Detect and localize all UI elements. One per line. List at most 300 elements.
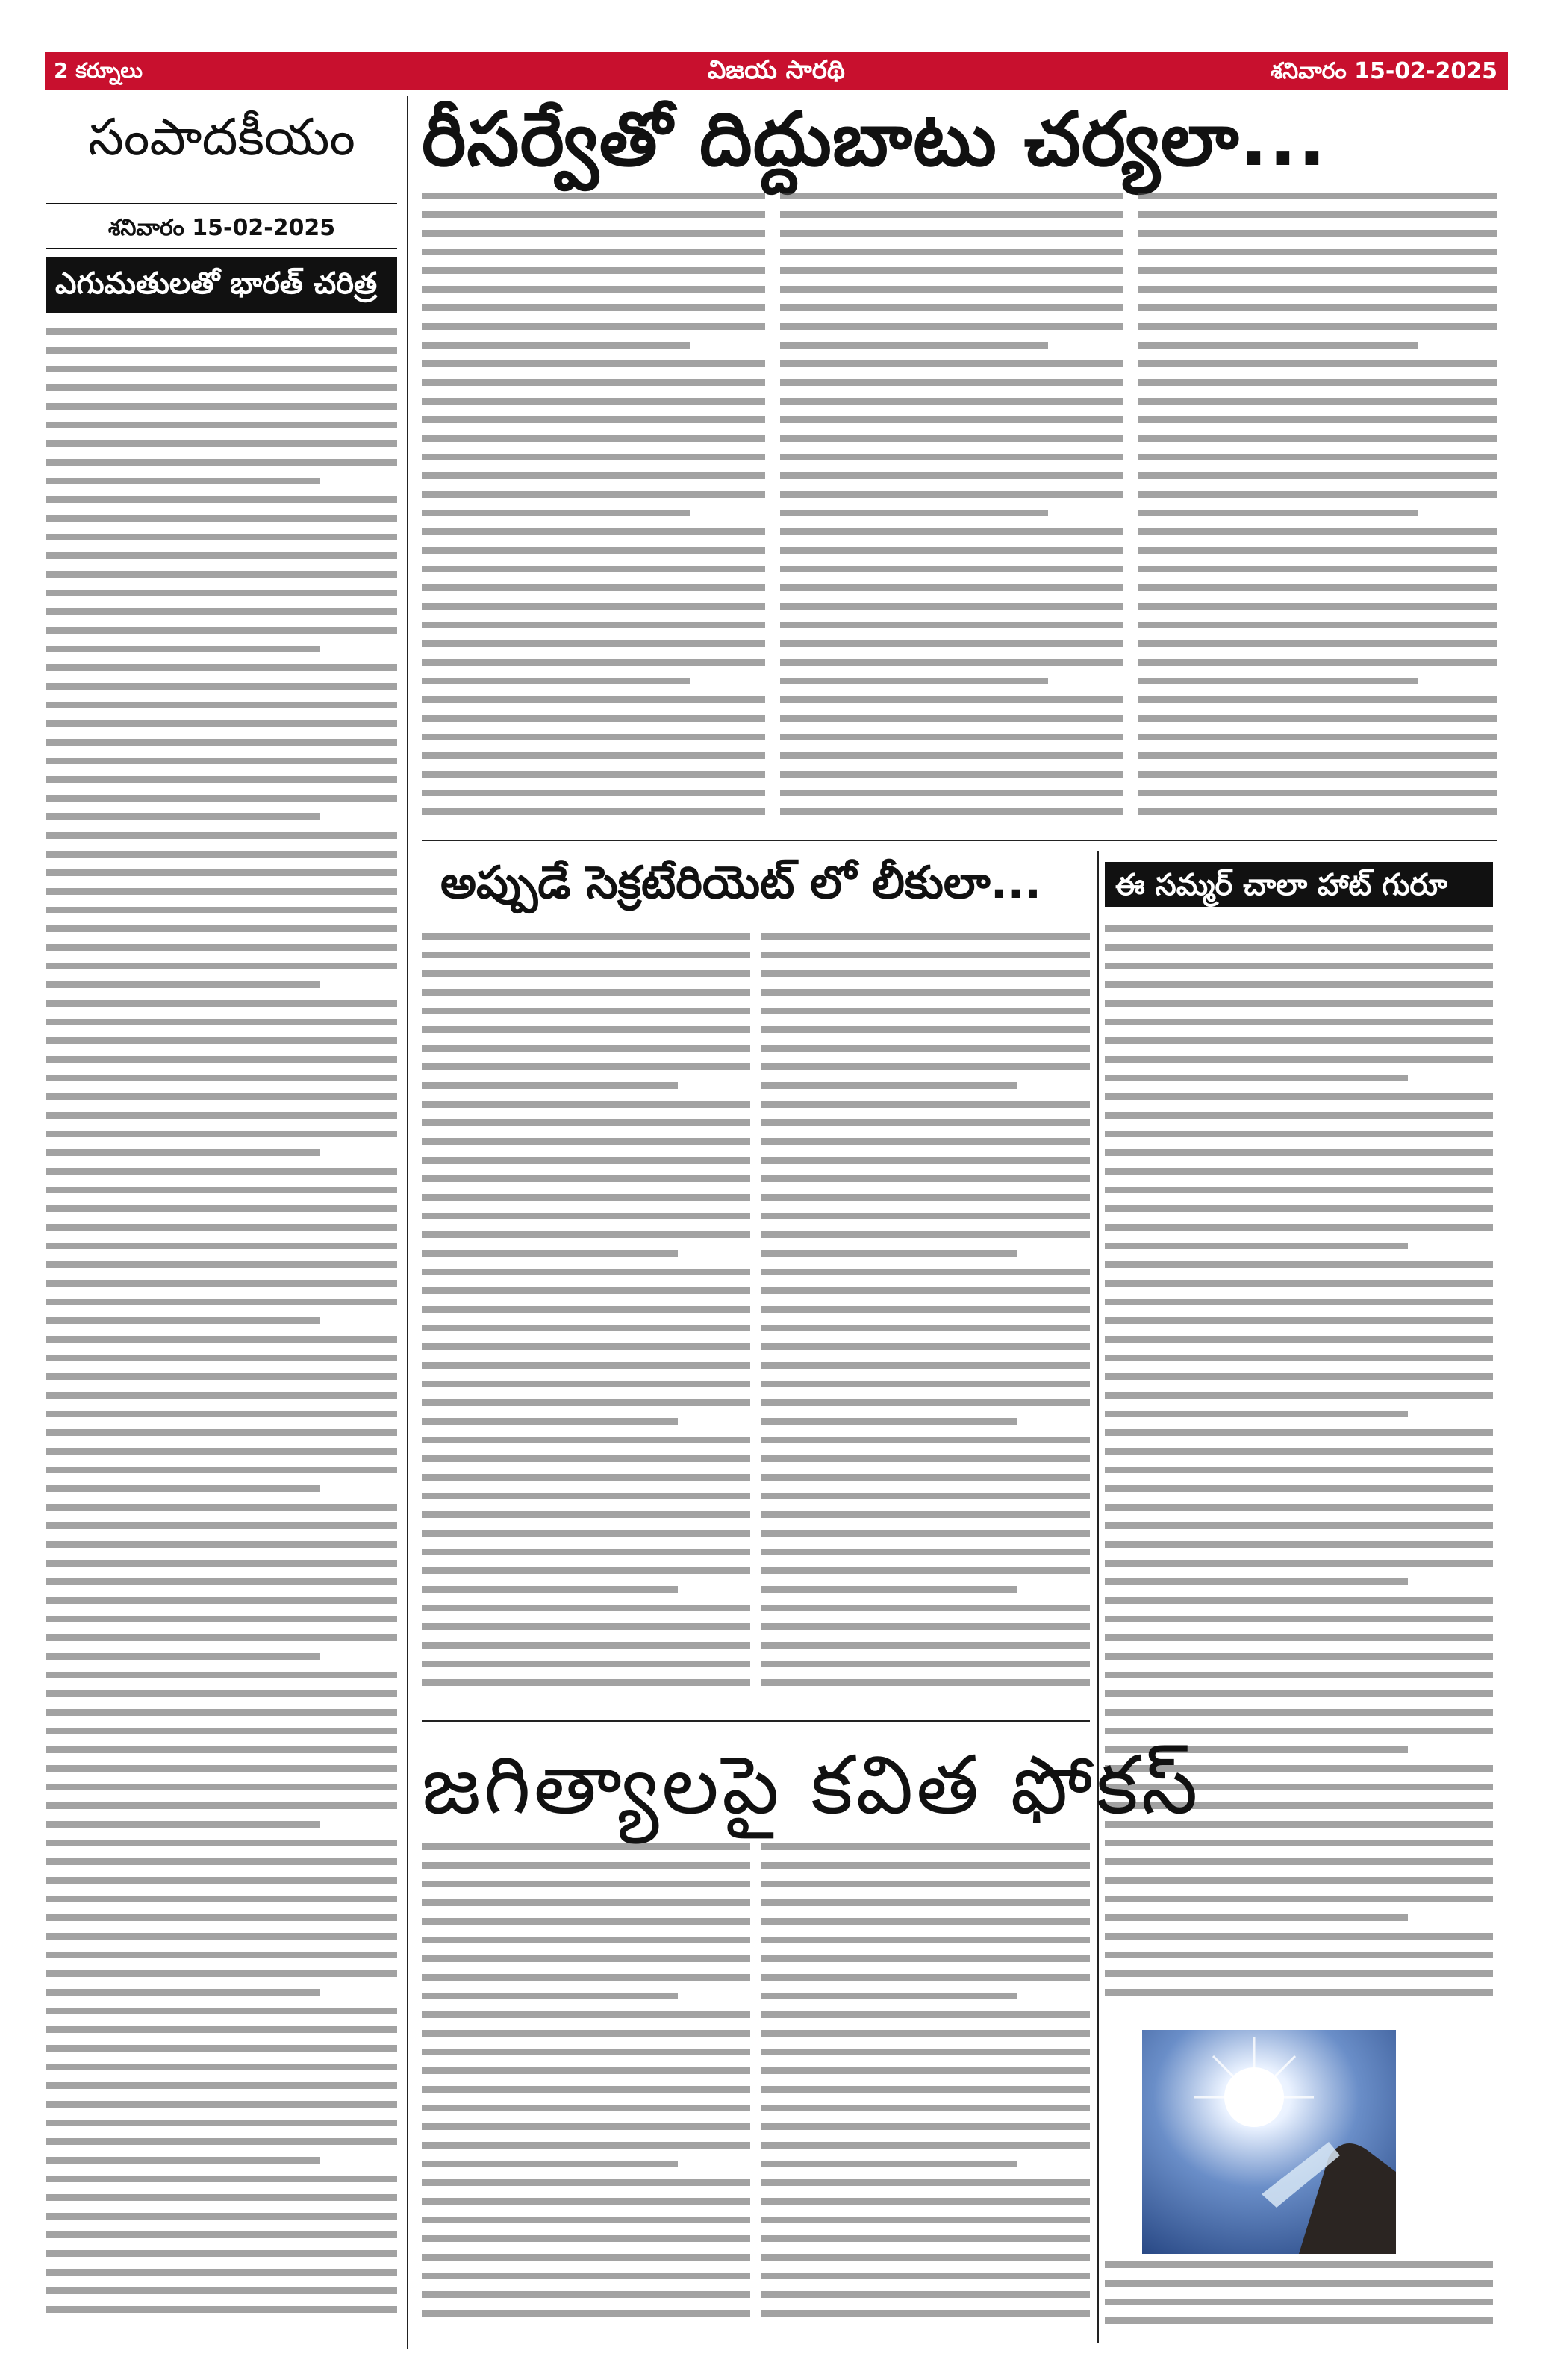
text-line xyxy=(1105,1336,1493,1343)
text-line xyxy=(761,952,1090,958)
text-line xyxy=(46,646,320,652)
editorial-headline: ఎగుమతులతో భారత్ చరిత్ర xyxy=(46,257,397,313)
text-line xyxy=(46,459,397,466)
text-line xyxy=(422,267,765,274)
text-line xyxy=(1105,1131,1493,1137)
text-line xyxy=(46,1802,397,1809)
text-line xyxy=(46,1112,397,1119)
text-line xyxy=(46,2306,397,2313)
text-line xyxy=(422,640,765,647)
text-line xyxy=(46,627,397,634)
text-line xyxy=(761,1119,1090,1126)
sun-drinking-water-photo xyxy=(1142,2030,1396,2254)
text-line xyxy=(46,739,397,746)
text-line xyxy=(422,1063,750,1070)
text-line xyxy=(46,1019,397,1025)
column-divider xyxy=(1097,851,1099,2343)
text-line xyxy=(422,2179,750,2186)
text-line xyxy=(761,1026,1090,1033)
text-line xyxy=(1138,398,1497,405)
text-line xyxy=(46,1952,397,1958)
text-line xyxy=(46,2082,397,2089)
text-line xyxy=(761,1157,1090,1164)
jagtial-col-2 xyxy=(761,1843,1090,2343)
text-line xyxy=(422,230,765,237)
text-line xyxy=(46,1597,397,1604)
text-line xyxy=(422,2123,750,2130)
text-line xyxy=(1138,435,1497,442)
text-line xyxy=(422,304,765,311)
text-line xyxy=(761,1605,1090,1611)
text-line xyxy=(46,1075,397,1081)
text-line xyxy=(422,1250,678,1257)
text-line xyxy=(422,1362,750,1369)
text-line xyxy=(422,1899,750,1906)
text-line xyxy=(422,1586,678,1593)
text-line xyxy=(422,1101,750,1108)
text-line xyxy=(1138,584,1497,591)
text-line xyxy=(780,752,1123,759)
text-line xyxy=(1138,379,1497,386)
text-line xyxy=(422,286,765,293)
text-line xyxy=(46,1653,320,1660)
text-line xyxy=(1138,715,1497,722)
text-line xyxy=(780,249,1123,255)
text-line xyxy=(422,454,765,460)
text-line xyxy=(761,1175,1090,1182)
text-line xyxy=(422,2049,750,2055)
text-line xyxy=(46,1914,397,1921)
text-line xyxy=(761,1862,1090,1869)
text-line xyxy=(1105,1149,1493,1156)
text-line xyxy=(422,1231,750,1238)
text-line xyxy=(761,1063,1090,1070)
text-line xyxy=(46,1821,320,1828)
text-line xyxy=(1138,230,1497,237)
text-line xyxy=(761,2254,1090,2261)
text-line xyxy=(46,1709,397,1716)
text-line xyxy=(422,323,765,330)
text-line xyxy=(761,2049,1090,2055)
text-line xyxy=(1105,1541,1493,1548)
text-line xyxy=(46,1746,397,1753)
text-line xyxy=(780,323,1123,330)
text-line xyxy=(46,571,397,578)
text-line xyxy=(46,1541,397,1548)
text-line xyxy=(422,603,765,610)
text-line xyxy=(761,1642,1090,1649)
text-line xyxy=(46,1877,397,1884)
text-line xyxy=(422,1455,750,1462)
text-line xyxy=(761,1250,1017,1257)
text-line xyxy=(422,1437,750,1443)
text-line xyxy=(422,1008,750,1014)
text-line xyxy=(1105,1522,1493,1529)
text-line xyxy=(1105,1672,1493,1678)
text-line xyxy=(422,659,765,666)
text-line xyxy=(1138,528,1497,535)
text-line xyxy=(761,2310,1090,2317)
text-line xyxy=(46,832,397,839)
text-line xyxy=(1105,1504,1493,1511)
text-line xyxy=(780,678,1048,684)
text-line xyxy=(1138,193,1497,199)
text-line xyxy=(46,907,397,913)
text-line xyxy=(46,1373,397,1380)
text-line xyxy=(422,2105,750,2111)
text-line xyxy=(46,1317,320,1324)
text-line xyxy=(422,771,765,778)
text-line xyxy=(422,2086,750,2093)
text-line xyxy=(780,584,1123,591)
text-line xyxy=(1105,1467,1493,1473)
text-line xyxy=(780,435,1123,442)
text-line xyxy=(761,1269,1090,1275)
text-line xyxy=(780,790,1123,796)
text-line xyxy=(780,622,1123,628)
text-line xyxy=(780,360,1123,367)
text-line xyxy=(46,608,397,615)
text-line xyxy=(761,2235,1090,2242)
text-line xyxy=(422,566,765,572)
text-line xyxy=(1105,1616,1493,1622)
text-line xyxy=(46,2045,397,2052)
text-line xyxy=(46,1784,397,1790)
text-line xyxy=(780,547,1123,554)
text-line xyxy=(46,1187,397,1193)
text-line xyxy=(780,566,1123,572)
text-line xyxy=(780,286,1123,293)
text-line xyxy=(422,678,690,684)
text-line xyxy=(46,440,397,447)
text-line xyxy=(422,790,765,796)
text-line xyxy=(1138,640,1497,647)
text-line xyxy=(46,1037,397,1044)
text-line xyxy=(761,1082,1017,1089)
text-line xyxy=(780,640,1123,647)
text-line xyxy=(1138,454,1497,460)
text-line xyxy=(46,1504,397,1511)
text-line xyxy=(1105,1037,1493,1044)
text-line xyxy=(46,1000,397,1007)
text-line xyxy=(1105,1373,1493,1380)
text-line xyxy=(46,328,397,335)
text-line xyxy=(761,2217,1090,2223)
text-line xyxy=(46,2231,397,2238)
text-line xyxy=(46,2101,397,2108)
text-line xyxy=(46,1560,397,1567)
text-line xyxy=(1105,1000,1493,1007)
text-line xyxy=(761,1899,1090,1906)
text-line xyxy=(422,211,765,218)
text-line xyxy=(422,472,765,479)
text-line xyxy=(422,1306,750,1313)
text-line xyxy=(422,752,765,759)
text-line xyxy=(780,230,1123,237)
text-line xyxy=(1138,472,1497,479)
text-line xyxy=(1105,1355,1493,1361)
text-line xyxy=(422,2273,750,2279)
text-line xyxy=(46,1392,397,1399)
text-line xyxy=(761,1511,1090,1518)
text-line xyxy=(780,454,1123,460)
text-line xyxy=(1105,1093,1493,1100)
text-line xyxy=(780,416,1123,423)
text-line xyxy=(761,1418,1017,1425)
text-line xyxy=(1105,1952,1493,1958)
text-line xyxy=(780,771,1123,778)
text-line xyxy=(422,1642,750,1649)
text-line xyxy=(761,1399,1090,1406)
text-line xyxy=(46,1728,397,1734)
text-line xyxy=(46,1858,397,1865)
text-line xyxy=(422,2254,750,2261)
text-line xyxy=(422,1549,750,1555)
text-line xyxy=(1138,249,1497,255)
text-line xyxy=(46,1634,397,1641)
text-line xyxy=(1105,1261,1493,1268)
text-line xyxy=(1138,678,1418,684)
text-line xyxy=(422,1026,750,1033)
editorial-date: శనివారం 15-02-2025 xyxy=(107,215,336,241)
text-line xyxy=(422,342,690,349)
text-line xyxy=(761,2273,1090,2279)
text-line xyxy=(46,1448,397,1455)
text-line xyxy=(46,1933,397,1940)
text-line xyxy=(1105,925,1493,932)
text-line xyxy=(422,1343,750,1350)
text-line xyxy=(46,1429,397,1436)
text-line xyxy=(761,1530,1090,1537)
divider xyxy=(46,248,397,249)
text-line xyxy=(1105,1597,1493,1604)
text-line xyxy=(422,1679,750,1686)
section-rule xyxy=(422,1720,1090,1722)
text-line xyxy=(46,1299,397,1305)
text-line xyxy=(761,1194,1090,1201)
text-line xyxy=(46,478,320,484)
text-line xyxy=(1138,286,1497,293)
text-line xyxy=(1138,603,1497,610)
text-line xyxy=(422,1269,750,1275)
text-line xyxy=(422,2198,750,2205)
text-line xyxy=(422,1567,750,1574)
text-line xyxy=(422,1862,750,1869)
text-line xyxy=(422,1287,750,1294)
text-line xyxy=(761,1974,1090,1981)
text-line xyxy=(46,702,397,708)
text-line xyxy=(422,1082,678,1089)
text-line xyxy=(46,1485,320,1492)
text-line xyxy=(1138,360,1497,367)
page-header-strip xyxy=(45,52,1508,90)
text-line xyxy=(1138,491,1497,498)
text-line xyxy=(1105,1187,1493,1193)
text-line xyxy=(761,2030,1090,2037)
text-line xyxy=(780,715,1123,722)
text-line xyxy=(422,1418,678,1425)
text-line xyxy=(422,435,765,442)
text-line xyxy=(1105,1317,1493,1324)
text-line xyxy=(46,1690,397,1697)
main-article-col-2 xyxy=(780,193,1123,827)
editorial-label: సంపాదకీయం xyxy=(88,108,355,167)
text-line xyxy=(46,1056,397,1063)
text-line xyxy=(46,1280,397,1287)
text-line xyxy=(422,1194,750,1201)
text-line xyxy=(46,552,397,559)
text-line xyxy=(422,1605,750,1611)
summer-article-tail xyxy=(1105,2261,1493,2343)
text-line xyxy=(1105,1896,1493,1902)
jagtial-col-1 xyxy=(422,1843,750,2343)
jagtial-headline: జగిత్యాలపై కవిత ఫోకస్ xyxy=(422,1739,1201,1832)
secretariat-col-2 xyxy=(761,933,1090,1709)
text-line xyxy=(46,776,397,783)
text-line xyxy=(761,1138,1090,1145)
text-line xyxy=(1105,1578,1408,1585)
text-line xyxy=(1105,1653,1493,1660)
text-line xyxy=(1138,323,1497,330)
text-line xyxy=(761,1231,1090,1238)
text-line xyxy=(46,720,397,727)
text-line xyxy=(422,2291,750,2298)
text-line xyxy=(761,1586,1017,1593)
text-line xyxy=(1105,1075,1408,1081)
text-line xyxy=(46,888,397,895)
text-line xyxy=(422,1175,750,1182)
text-line xyxy=(46,2269,397,2276)
text-line xyxy=(1105,1392,1493,1399)
text-line xyxy=(46,590,397,596)
text-line xyxy=(780,342,1048,349)
text-line xyxy=(1105,1877,1493,1884)
text-line xyxy=(780,304,1123,311)
text-line xyxy=(422,1325,750,1331)
summer-article-body xyxy=(1105,925,1493,2023)
text-line xyxy=(46,1261,397,1268)
text-line xyxy=(422,970,750,977)
text-line xyxy=(422,1045,750,1052)
text-line xyxy=(1105,1056,1493,1063)
text-line xyxy=(422,1530,750,1537)
text-line xyxy=(422,1993,678,1999)
text-line xyxy=(46,2176,397,2182)
text-line xyxy=(422,1661,750,1667)
text-line xyxy=(46,963,397,969)
text-line xyxy=(422,1843,750,1850)
text-line xyxy=(1105,1970,1493,1977)
editorial-body xyxy=(46,328,397,2336)
text-line xyxy=(761,1567,1090,1574)
text-line xyxy=(422,1493,750,1499)
text-line xyxy=(422,734,765,740)
text-line xyxy=(46,347,397,354)
text-line xyxy=(1105,944,1493,951)
text-line xyxy=(46,1578,397,1585)
text-line xyxy=(761,2067,1090,2074)
text-line xyxy=(422,952,750,958)
text-line xyxy=(46,1205,397,1212)
text-line xyxy=(46,2064,397,2070)
text-line xyxy=(46,422,397,428)
text-line xyxy=(46,925,397,932)
text-line xyxy=(1105,1914,1408,1921)
text-line xyxy=(422,1138,750,1145)
text-line xyxy=(761,1455,1090,1462)
text-line xyxy=(761,2291,1090,2298)
text-line xyxy=(1105,1634,1493,1641)
text-line xyxy=(422,2310,750,2317)
text-line xyxy=(422,2142,750,2149)
text-line xyxy=(761,1474,1090,1481)
text-line xyxy=(46,869,397,876)
text-line xyxy=(1105,1299,1493,1305)
text-line xyxy=(422,1955,750,1962)
text-line xyxy=(422,622,765,628)
text-line xyxy=(46,664,397,671)
text-line xyxy=(761,1381,1090,1387)
text-line xyxy=(761,1955,1090,1962)
text-line xyxy=(761,1623,1090,1630)
text-line xyxy=(1138,659,1497,666)
page-number: 2 కర్నూలు xyxy=(54,58,143,83)
text-line xyxy=(1138,790,1497,796)
text-line xyxy=(46,1970,397,1977)
text-line xyxy=(46,403,397,410)
text-line xyxy=(422,510,690,516)
text-line xyxy=(422,933,750,940)
text-line xyxy=(46,813,320,820)
text-line xyxy=(46,2194,397,2201)
text-line xyxy=(1105,1411,1408,1417)
text-line xyxy=(46,2250,397,2257)
text-line xyxy=(422,1918,750,1925)
text-line xyxy=(761,1843,1090,1850)
text-line xyxy=(46,515,397,522)
text-line xyxy=(1138,267,1497,274)
text-line xyxy=(761,2161,1017,2167)
text-line xyxy=(761,1493,1090,1499)
text-line xyxy=(422,2235,750,2242)
text-line xyxy=(1138,771,1497,778)
text-line xyxy=(46,1131,397,1137)
text-line xyxy=(1138,416,1497,423)
secretariat-headline: అప్పుడే సెక్రటేరియెట్ లో లీకులా... xyxy=(440,857,1042,909)
text-line xyxy=(46,2157,320,2164)
text-line xyxy=(422,1119,750,1126)
text-line xyxy=(422,1381,750,1387)
text-line xyxy=(1105,1112,1493,1119)
text-line xyxy=(46,384,397,391)
main-headline: రీసర్వేతో దిద్దుబాటు చర్యలా... xyxy=(422,96,1327,183)
text-line xyxy=(761,2105,1090,2111)
text-line xyxy=(761,1101,1090,1108)
text-line xyxy=(1105,1728,1493,1734)
text-line xyxy=(1138,342,1418,349)
text-line xyxy=(422,808,765,815)
text-line xyxy=(422,547,765,554)
text-line xyxy=(46,981,320,988)
text-line xyxy=(761,1343,1090,1350)
text-line xyxy=(46,496,397,503)
text-line xyxy=(1105,1448,1493,1455)
text-line xyxy=(780,472,1123,479)
text-line xyxy=(761,1881,1090,1887)
text-line xyxy=(1105,2261,1493,2268)
text-line xyxy=(422,1623,750,1630)
text-line xyxy=(761,1306,1090,1313)
